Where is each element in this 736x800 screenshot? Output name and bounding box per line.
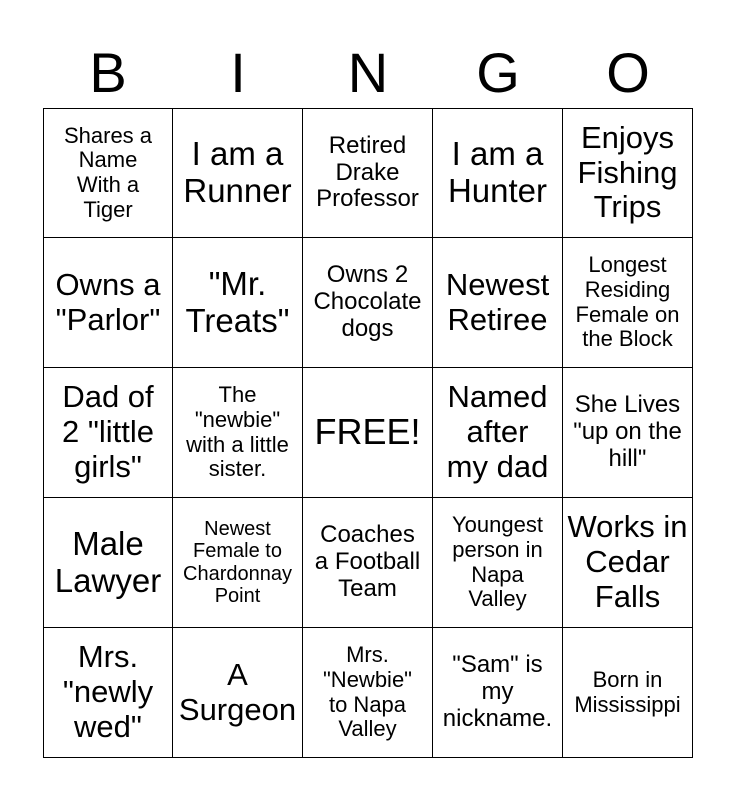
bingo-cell: Coaches a Football Team [303, 498, 433, 628]
bingo-cell: Owns a "Parlor" [43, 238, 173, 368]
bingo-cell: I am a Hunter [433, 108, 563, 238]
bingo-cell: Longest Residing Female on the Block [563, 238, 693, 368]
bingo-cell: Enjoys Fishing Trips [563, 108, 693, 238]
bingo-cell: Named after my dad [433, 368, 563, 498]
header-letter-o: O [606, 41, 650, 104]
bingo-cell: "Mr. Treats" [173, 238, 303, 368]
bingo-card [43, 108, 693, 758]
header-letter-i: I [230, 41, 246, 104]
bingo-cell: Male Lawyer [43, 498, 173, 628]
bingo-cell: Owns 2 Chocolate dogs [303, 238, 433, 368]
bingo-cell: "Sam" is my nickname. [433, 628, 563, 758]
bingo-cell: Born in Mississippi [563, 628, 693, 758]
bingo-cell: The "newbie" with a little sister. [173, 368, 303, 498]
bingo-cell: Retired Drake Professor [303, 108, 433, 238]
bingo-cell: Dad of 2 "little girls" [43, 368, 173, 498]
header-letter-n: N [347, 41, 389, 104]
bingo-cell: I am a Runner [173, 108, 303, 238]
bingo-cell: Newest Female to Chardonnay Point [173, 498, 303, 628]
bingo-cell: Newest Retiree [433, 238, 563, 368]
header-letter-b: B [89, 41, 127, 104]
bingo-cell: Youngest person in Napa Valley [433, 498, 563, 628]
bingo-header [43, 40, 693, 106]
bingo-cell: A Surgeon [173, 628, 303, 758]
bingo-cell: Mrs. "newly wed" [43, 628, 173, 758]
free-space: FREE! [303, 368, 433, 498]
header-letter-g: G [476, 41, 520, 104]
bingo-cell: Works in Cedar Falls [563, 498, 693, 628]
bingo-cell: Mrs. "Newbie" to Napa Valley [303, 628, 433, 758]
bingo-cell: Shares a Name With a Tiger [43, 108, 173, 238]
bingo-cell: She Lives "up on the hill" [563, 368, 693, 498]
